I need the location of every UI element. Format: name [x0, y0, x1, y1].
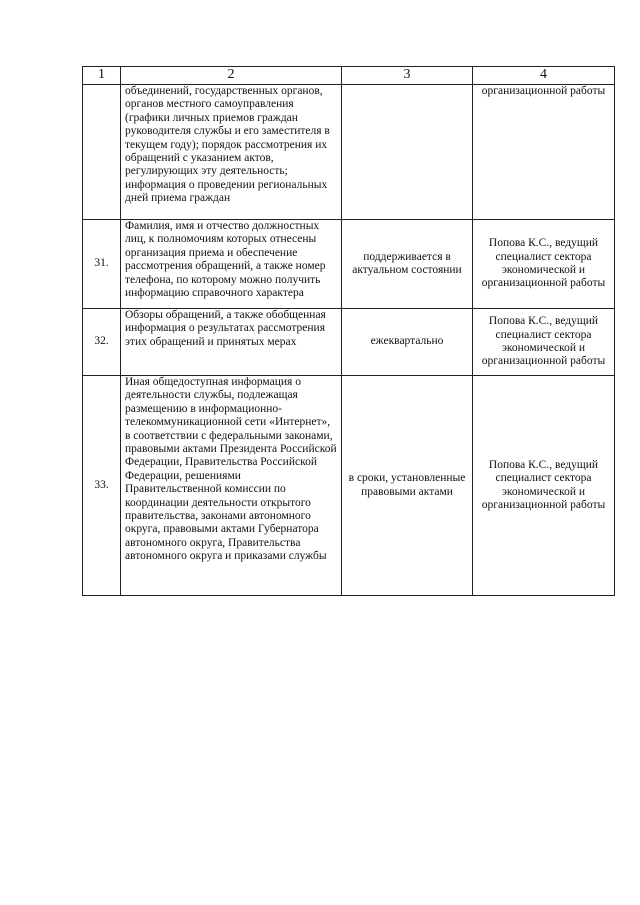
row-period: поддерживается в актуальном состоянии	[342, 220, 473, 309]
info-table	[82, 66, 615, 596]
row-description: Иная общедоступная информация о деятельности службы, подлежащая размещению в информационно-телекоммуникационной сети «Интернет», в соответствии с федеральными законами, правовыми актами Президента Российской Федерации, Правительства Российской Федерации, решениями Правительственной комиссии по координации деятельности открытого правительства, законами автономного округа, правовыми актами Губернатора автономного округа, Правительства автономного округа и приказами службы	[121, 376, 342, 596]
table-row	[83, 309, 615, 376]
table-row	[83, 85, 615, 220]
header-row	[83, 67, 615, 85]
row-number: 31.	[83, 220, 121, 309]
row-description: Обзоры обращений, а также обобщенная информация о результатах рассмотрения этих обращений и принятых мерах	[121, 309, 342, 376]
table-row	[83, 376, 615, 596]
row-responsible: Попова К.С., ведущий специалист сектора экономической и организационной работы	[473, 220, 615, 309]
row-description: Фамилия, имя и отчество должностных лиц, к полномочиям которых отнесены организация приема и обеспечение рассмотрения обращений, а также номер телефона, по которому можно получить информацию справочного характера	[121, 220, 342, 309]
row-number: 33.	[83, 376, 121, 596]
row-responsible: Попова К.С., ведущий специалист сектора экономической и организационной работы	[473, 309, 615, 376]
row-responsible: организационной работы	[473, 85, 615, 220]
row-period: в сроки, установленные правовыми актами	[342, 376, 473, 596]
row-responsible: Попова К.С., ведущий специалист сектора экономической и организационной работы	[473, 376, 615, 596]
row-period	[342, 85, 473, 220]
row-description: объединений, государственных органов, органов местного самоуправления (графики личных приемов граждан руководителя службы и его заместителя в текущем году); порядок рассмотрения их обращений с указанием актов, регулирующих эту деятельность; информация о проведении региональных дней приема граждан	[121, 85, 342, 220]
row-number	[83, 85, 121, 220]
header-col-4: 4	[473, 67, 615, 85]
table-row	[83, 220, 615, 309]
row-number: 32.	[83, 309, 121, 376]
header-col-3: 3	[342, 67, 473, 85]
row-period: ежеквартально	[342, 309, 473, 376]
header-col-1: 1	[83, 67, 121, 85]
header-col-2: 2	[121, 67, 342, 85]
document-page	[82, 66, 614, 596]
